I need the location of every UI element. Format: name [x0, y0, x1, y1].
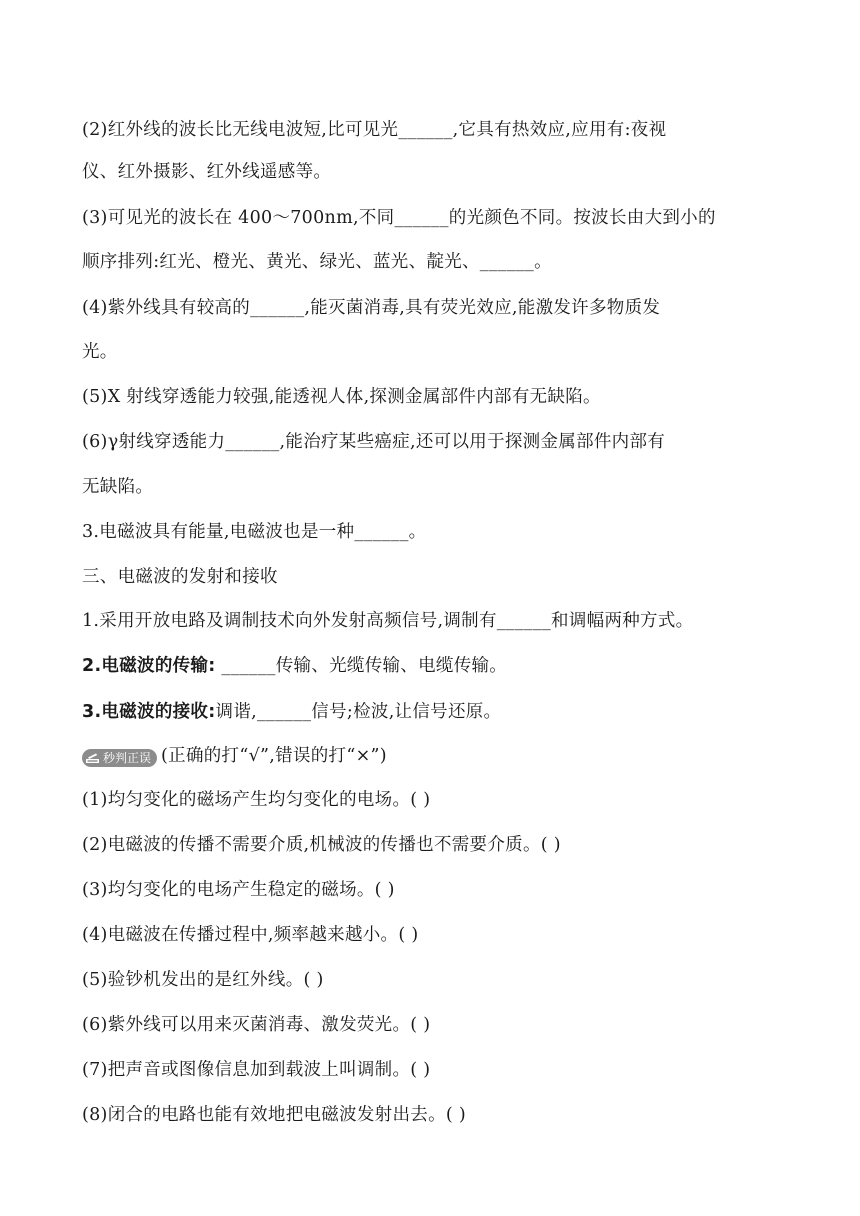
text-line-visible-light: (3)可见光的波长在 400～700nm,不同______的光颜色不同。按波长由大到小的 [82, 208, 716, 228]
judgement-item-1: (1)均匀变化的磁场产生均匀变化的电场。( ) [82, 790, 431, 810]
text-line-visible-light-cont: 顺序排列:红光、橙光、黄光、绿光、蓝光、靛光、______。 [82, 252, 552, 272]
judgement-item-8: (8)闭合的电路也能有效地把电磁波发射出去。( ) [82, 1105, 467, 1125]
judgement-header [82, 744, 387, 771]
text-line-modulation: 1.采用开放电路及调制技术向外发射高频信号,调制有______和调幅两种方式。 [82, 611, 694, 631]
transmission-text: ______传输、光缆传输、电缆传输。 [215, 656, 508, 676]
transmission-label: 2.电磁波的传输: [82, 656, 216, 676]
pencil-book-icon [86, 752, 100, 764]
text-line-gamma-cont: 无缺陷。 [82, 477, 154, 497]
quick-judge-badge [82, 747, 157, 771]
reception-text: 调谐,______信号;检波,让信号还原。 [215, 702, 502, 722]
reception-label: 3.电磁波的接收: [82, 702, 216, 722]
judgement-item-7: (7)把声音或图像信息加到载波上叫调制。( ) [82, 1060, 431, 1080]
judgement-item-5: (5)验钞机发出的是红外线。( ) [82, 970, 324, 990]
judgement-item-3: (3)均匀变化的电场产生稳定的磁场。( ) [82, 880, 395, 900]
text-line-transmission [82, 654, 507, 678]
text-line-xray: (5)X 射线穿透能力较强,能透视人体,探测金属部件内部有无缺陷。 [82, 387, 601, 407]
judgement-instructions: (正确的打“√”,错误的打“×”) [161, 746, 387, 766]
text-line-infrared-cont: 仪、红外摄影、红外线遥感等。 [82, 162, 332, 182]
text-line-ultraviolet-cont: 光。 [82, 342, 118, 362]
badge-label: 秒判正误 [103, 751, 152, 765]
text-line-infrared: (2)红外线的波长比无线电波短,比可见光______,它具有热效应,应用有:夜视 [82, 120, 667, 140]
text-line-ultraviolet: (4)紫外线具有较高的______,能灭菌消毒,具有荧光效应,能激发许多物质发 [82, 298, 661, 318]
judgement-item-4: (4)电磁波在传播过程中,频率越来越小。( ) [82, 925, 419, 945]
section-heading-emission: 三、电磁波的发射和接收 [82, 567, 278, 587]
judgement-item-2: (2)电磁波的传播不需要介质,机械波的传播也不需要介质。( ) [82, 835, 561, 855]
text-line-gamma: (6)γ射线穿透能力______,能治疗某些癌症,还可以用于探测金属部件内部有 [82, 432, 666, 452]
judgement-item-6: (6)紫外线可以用来灭菌消毒、激发荧光。( ) [82, 1015, 431, 1035]
text-line-energy: 3.电磁波具有能量,电磁波也是一种______。 [82, 522, 427, 542]
text-line-reception [82, 700, 501, 724]
